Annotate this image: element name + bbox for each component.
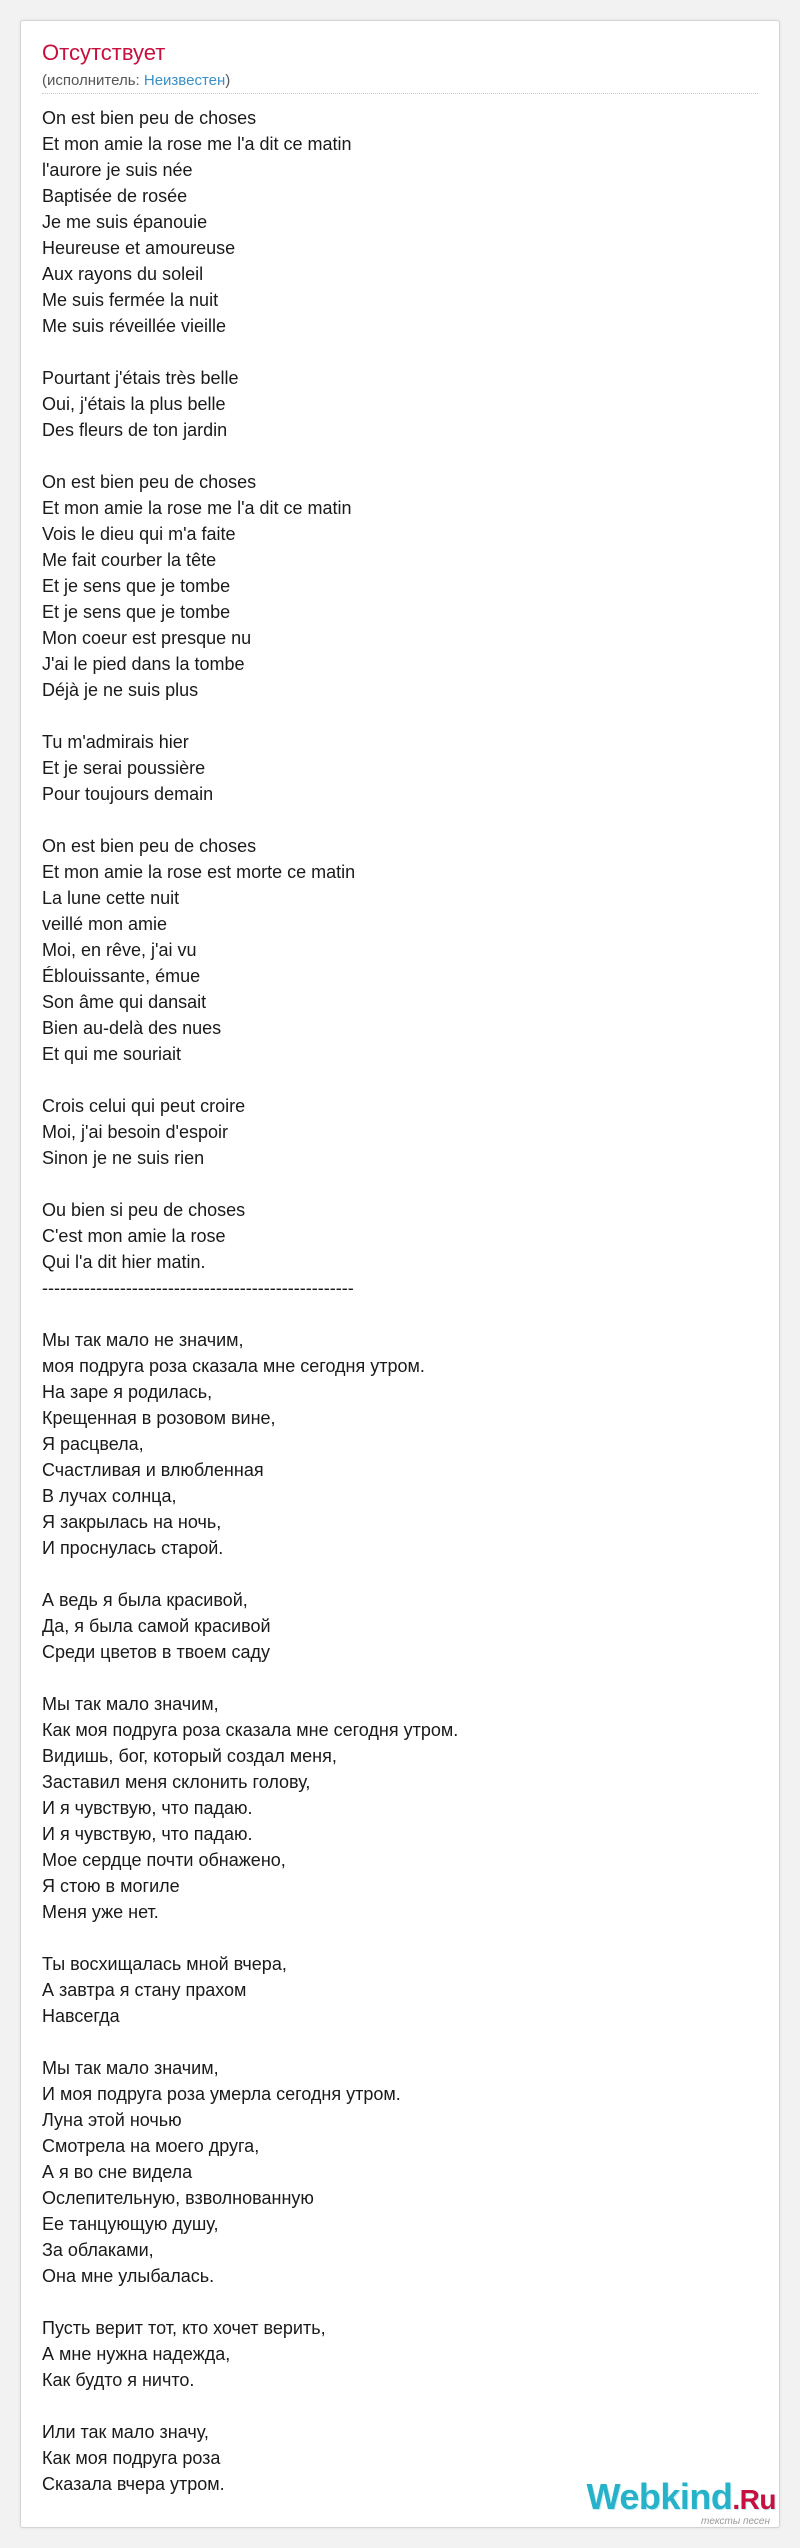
lyric-line: А ведь я была красивой, <box>42 1590 248 1610</box>
lyric-line: Et mon amie la rose me l'a dit ce matin <box>42 498 352 518</box>
lyrics-text <box>42 105 758 2497</box>
page-title: Отсутствует <box>42 40 166 65</box>
lyric-line: И проснулась старой. <box>42 1538 224 1558</box>
lyric-line: И моя подруга роза умерла сегодня утром. <box>42 2084 401 2104</box>
lyric-line: Tu m'admirais hier <box>42 732 189 752</box>
lyric-line: Среди цветов в твоем саду <box>42 1642 270 1662</box>
lyric-line: Я расцвела, <box>42 1434 144 1454</box>
lyric-line: Et je serai poussière <box>42 758 206 778</box>
artist-link[interactable]: Неизвестен <box>143 72 226 89</box>
logo-tagline: тексты песен <box>701 2516 770 2527</box>
lyric-line: l'aurore je suis née <box>42 160 193 180</box>
lyric-line: Vois le dieu qui m'a faite <box>42 524 236 544</box>
lyric-line: Ты восхищалась мной вчера, <box>42 1954 287 1974</box>
lyric-line <box>42 807 758 833</box>
lyric-line: Et je sens que je tombe <box>42 602 231 622</box>
lyric-line: Как моя подруга роза сказала мне сегодня утром. <box>42 1720 459 1740</box>
lyric-line: Пусть верит тот, кто хочет верить, <box>42 2318 326 2338</box>
lyric-line: Ослепительную, взволнованную <box>42 2188 314 2208</box>
lyric-line: Déjà je ne suis plus <box>42 680 199 700</box>
lyric-line: Crois celui qui peut croire <box>42 1096 246 1116</box>
lyric-line: Или так мало значу, <box>42 2422 209 2442</box>
lyric-line: J'ai le pied dans la tombe <box>42 654 245 674</box>
lyric-line: Как будто я ничто. <box>42 2370 195 2390</box>
lyric-line: Она мне улыбалась. <box>42 2266 215 2286</box>
lyric-line <box>42 443 758 469</box>
lyric-line <box>42 2289 758 2315</box>
lyric-line: On est bien peu de choses <box>42 836 257 856</box>
lyric-line: И я чувствую, что падаю. <box>42 1798 253 1818</box>
lyric-line: За облаками, <box>42 2240 154 2260</box>
lyric-line <box>42 1665 758 1691</box>
lyric-line: On est bien peu de choses <box>42 108 257 128</box>
lyric-line: Me suis réveillée vieille <box>42 316 227 336</box>
lyric-line <box>42 703 758 729</box>
lyric-line: Je me suis épanouie <box>42 212 208 232</box>
lyric-line: Et mon amie la rose me l'a dit ce matin <box>42 134 352 154</box>
lyric-line <box>42 2393 758 2419</box>
lyric-line: Et je sens que je tombe <box>42 576 231 596</box>
lyric-line: Сказала вчера утром. <box>42 2474 225 2494</box>
lyric-line <box>42 1925 758 1951</box>
artist-line <box>42 72 230 89</box>
lyric-line: Moi, j'ai besoin d'espoir <box>42 1122 228 1142</box>
lyric-line: Pour toujours demain <box>42 784 214 804</box>
lyric-line: Son âme qui dansait <box>42 992 207 1012</box>
lyric-line <box>42 1301 758 1327</box>
lyric-line <box>42 339 758 365</box>
lyric-line <box>42 1171 758 1197</box>
lyric-line: В лучах солнца, <box>42 1486 177 1506</box>
lyric-line: Смотрела на моего друга, <box>42 2136 260 2156</box>
lyric-line: А я во сне видела <box>42 2162 193 2182</box>
lyric-line: Мое сердце почти обнажено, <box>42 1850 286 1870</box>
lyric-line: Ou bien si peu de choses <box>42 1200 246 1220</box>
lyric-line: Как моя подруга роза <box>42 2448 221 2468</box>
lyric-line: Ее танцующую душу, <box>42 2214 219 2234</box>
lyric-line: Qui l'a dit hier matin. <box>42 1252 206 1272</box>
logo-wordmark: Webkind.Ru <box>586 2476 776 2517</box>
lyric-line: Счастливая и влюбленная <box>42 1460 264 1480</box>
lyric-line: Des fleurs de ton jardin <box>42 420 228 440</box>
lyric-line: La lune cette nuit <box>42 888 180 908</box>
lyric-line: Aux rayons du soleil <box>42 264 204 284</box>
lyric-line: Мы так мало значим, <box>42 2058 219 2078</box>
lyric-line: veillé mon amie <box>42 914 168 934</box>
lyric-line: C'est mon amie la rose <box>42 1226 226 1246</box>
lyric-line: А мне нужна надежда, <box>42 2344 231 2364</box>
lyric-line: Я стою в могиле <box>42 1876 180 1896</box>
header-divider <box>42 93 758 94</box>
lyric-line: Sinon je ne suis rien <box>42 1148 205 1168</box>
lyric-line: Baptisée de rosée <box>42 186 188 206</box>
lyric-line: Я закрылась на ночь, <box>42 1512 222 1532</box>
lyric-line: Да, я была самой красивой <box>42 1616 271 1636</box>
lyric-line: Меня уже нет. <box>42 1902 159 1922</box>
artist-suffix: ) <box>225 72 231 89</box>
lyric-line: Me suis fermée la nuit <box>42 290 219 310</box>
lyric-line: Луна этой ночью <box>42 2110 182 2130</box>
lyric-line: Et mon amie la rose est morte ce matin <box>42 862 356 882</box>
lyric-line: On est bien peu de choses <box>42 472 257 492</box>
lyric-line <box>42 1067 758 1093</box>
lyric-line: Oui, j'étais la plus belle <box>42 394 226 414</box>
lyric-line: Heureuse et amoureuse <box>42 238 236 258</box>
lyric-line <box>42 1561 758 1587</box>
lyric-line: Мы так мало не значим, <box>42 1330 244 1350</box>
lyric-line: моя подруга роза сказала мне сегодня утром. <box>42 1356 425 1376</box>
lyric-line: И я чувствую, что падаю. <box>42 1824 253 1844</box>
lyric-line: ---------------------------------------------------- <box>42 1278 354 1298</box>
lyric-line: Навсегда <box>42 2006 120 2026</box>
lyric-line: Bien au-delà des nues <box>42 1018 222 1038</box>
lyric-line: Et qui me souriait <box>42 1044 182 1064</box>
lyric-line: Видишь, бог, который создал меня, <box>42 1746 337 1766</box>
logo-domain: .Ru <box>732 2484 776 2515</box>
lyric-line: Pourtant j'étais très belle <box>42 368 239 388</box>
site-logo[interactable] <box>582 2470 782 2530</box>
lyric-line: На заре я родилась, <box>42 1382 213 1402</box>
lyric-line <box>42 2029 758 2055</box>
lyric-line: Заставил меня склонить голову, <box>42 1772 311 1792</box>
lyric-line: Крещенная в розовом вине, <box>42 1408 276 1428</box>
lyric-line: Moi, en rêve, j'ai vu <box>42 940 197 960</box>
lyric-line: Mon coeur est presque nu <box>42 628 252 648</box>
artist-prefix: (исполнитель: <box>42 72 144 89</box>
lyric-line: Me fait courber la tête <box>42 550 217 570</box>
lyric-line: Éblouissante, émue <box>42 966 201 986</box>
lyric-line: А завтра я стану прахом <box>42 1980 247 2000</box>
lyric-line: Мы так мало значим, <box>42 1694 219 1714</box>
